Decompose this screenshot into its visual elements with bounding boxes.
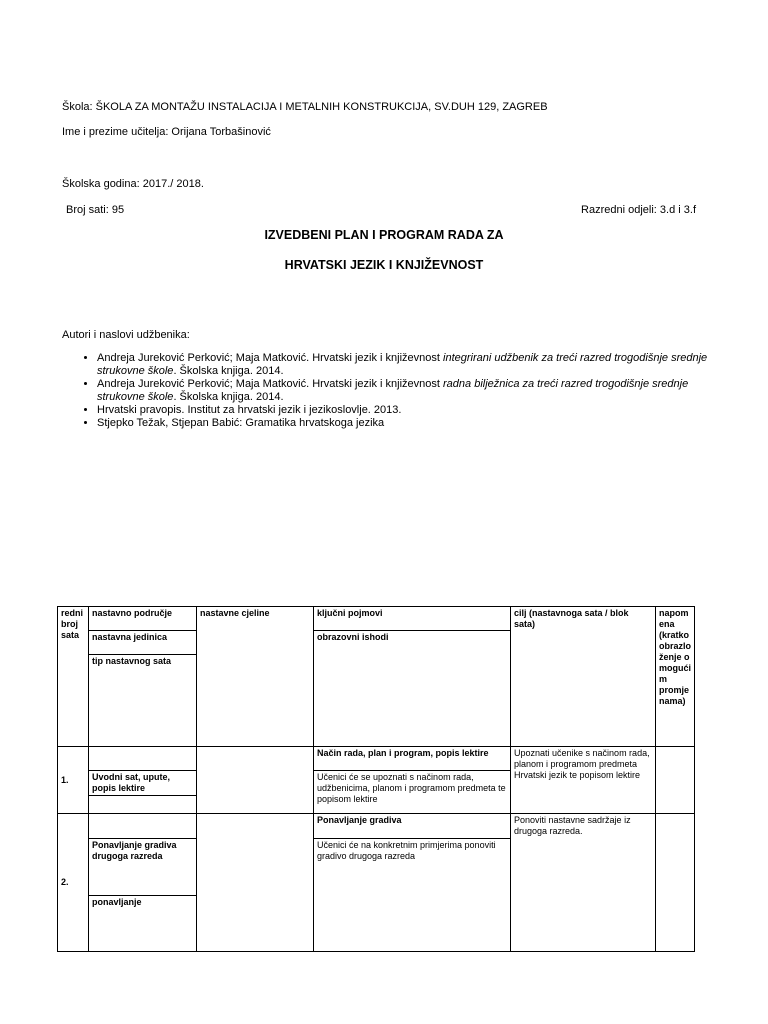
header-teaching-unit: nastavna jedinica [89,631,197,655]
header-teaching-area: nastavno područje [89,607,197,631]
document-title-line1: IZVEDBENI PLAN I PROGRAM RADA ZA [264,228,504,242]
classes-line: Razredni odjeli: 3.d i 3.f [581,204,696,216]
row-1-concepts: Način rada, plan i program, popis lektire [314,747,511,771]
document-title-line2: HRVATSKI JEZIK I KNJIŽEVNOST [284,258,484,272]
header-goal: cilj (nastavnoga sata / blok sata) [511,607,656,747]
row-1-unit: Uvodni sat, upute, popis lektire [89,771,197,796]
row-1-area [89,747,197,771]
lesson-plan-table [57,606,695,952]
row-2-area [89,814,197,839]
header-note: napomena (kratko obrazloženje o mogućim promjenama) [656,607,695,747]
book-item: • Andreja Jureković Perković; Maja Matković. Hrvatski jezik i književnost integrirani udžbenik za treći razred trogodišnje srednje strukovne škole. Školska knjiga. 2014. [97,352,737,378]
row-2-type: ponavljanje [89,896,197,952]
school-year-line: Školska godina: 2017./ 2018. [62,178,204,190]
row-2-concepts: Ponavljanje gradiva [314,814,511,839]
header-key-concepts: ključni pojmovi [314,607,511,631]
book-item: • Andreja Jureković Perković; Maja Matković. Hrvatski jezik i književnost radna bilježnica za treći razred trogodišnje srednje strukovne škole. Školska knjiga. 2014. [97,378,737,404]
school-line: Škola: ŠKOLA ZA MONTAŽU INSTALACIJA I METALNIH KONSTRUKCIJA, SV.DUH 129, ZAGREB [62,101,548,113]
book-item: • Hrvatski pravopis. Institut za hrvatski jezik i jezikoslovlje. 2013. [97,404,737,417]
row-2-cjeline [197,814,314,952]
books-heading: Autori i naslovi udžbenika: [62,329,190,341]
row-2-goal: Ponoviti nastavne sadržaje iz drugoga razreda. [511,814,656,952]
row-1-outcomes: Učenici će se upoznati s načinom rada, udžbenicima, planom i programom predmeta te popisom lektire [314,771,511,814]
book-list [60,352,737,430]
row-1-number: 1. [58,747,89,814]
header-lesson-type: tip nastavnog sata [89,655,197,747]
row-2-number: 2. [58,814,89,952]
hours-line: Broj sati: 95 [66,204,125,216]
header-outcomes: obrazovni ishodi [314,631,511,747]
row-2-unit: Ponavljanje gradiva drugoga razreda [89,839,197,896]
header-teaching-units: nastavne cjeline [197,607,314,747]
row-1-cjeline [197,747,314,814]
row-1-goal: Upoznati učenike s načinom rada, planom i programom predmeta Hrvatski jezik te popisom lektire [511,747,656,814]
row-1-note [656,747,695,814]
row-2-note [656,814,695,952]
book-item: • Stjepko Težak, Stjepan Babić: Gramatika hrvatskoga jezika [97,417,737,430]
teacher-line: Ime i prezime učitelja: Orijana Torbašinović [62,126,271,138]
row-1-type [89,796,197,814]
header-lesson-number: redni broj sata [58,607,89,747]
row-2-outcomes: Učenici će na konkretnim primjerima ponoviti gradivo drugoga razreda [314,839,511,952]
